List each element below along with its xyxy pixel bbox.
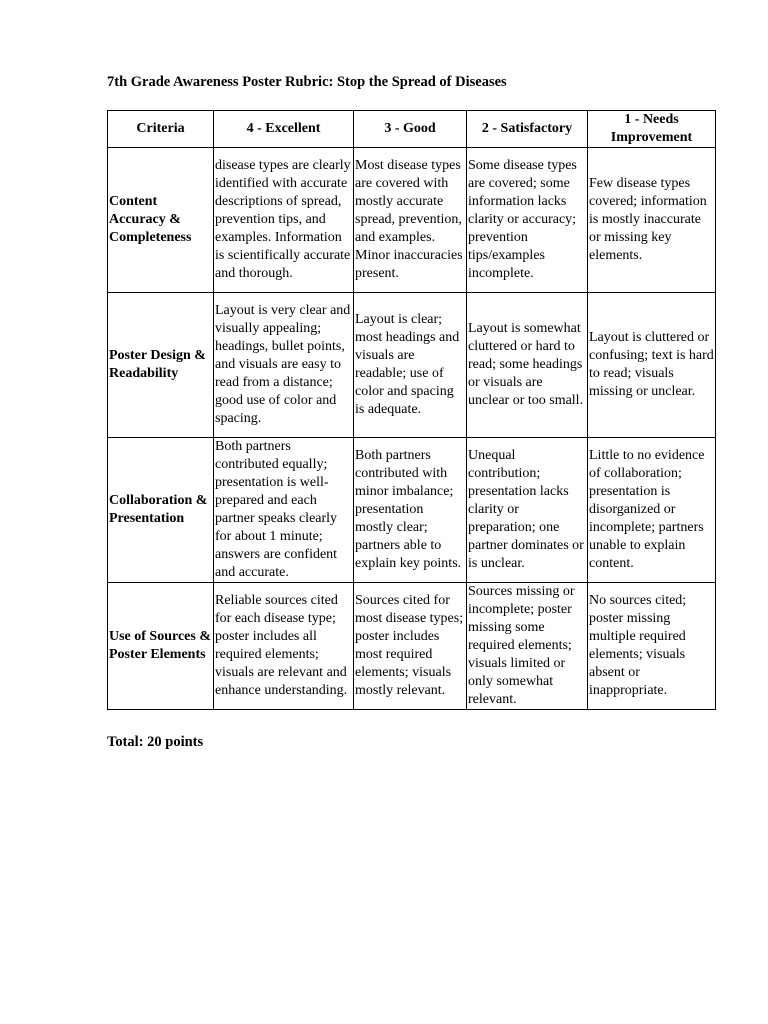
table-cell: Both partners contributed with minor imbalance; presentation mostly clear; partners able to explain key points. <box>354 438 467 583</box>
criteria-cell: Poster Design & Readability <box>108 293 214 438</box>
page-title: 7th Grade Awareness Poster Rubric: Stop the Spread of Diseases <box>107 74 507 90</box>
table-cell: Layout is very clear and visually appealing; headings, bullet points, and visuals are easy to read from a distance; good use of color and spacing. <box>214 293 354 438</box>
table-cell: Little to no evidence of collaboration; presentation is disorganized or incomplete; partners unable to explain content. <box>588 438 716 583</box>
table-cell: Sources cited for most disease types; poster includes most required elements; visuals mostly relevant. <box>354 583 467 710</box>
column-header-excellent: 4 - Excellent <box>214 111 354 148</box>
table-cell: Layout is clear; most headings and visuals are readable; use of color and spacing is adequate. <box>354 293 467 438</box>
table-cell: No sources cited; poster missing multiple required elements; visuals absent or inappropriate. <box>588 583 716 710</box>
table-cell: Few disease types covered; information is mostly inaccurate or missing key elements. <box>588 148 716 293</box>
column-header-satisfactory: 2 - Satisfactory <box>467 111 588 148</box>
criteria-cell: Content Accuracy & Completeness <box>108 148 214 293</box>
column-header-criteria: Criteria <box>108 111 214 148</box>
table-row <box>108 438 716 583</box>
table-cell: Unequal contribution; presentation lacks clarity or preparation; one partner dominates or is unclear. <box>467 438 588 583</box>
table-cell: Sources missing or incomplete; poster missing some required elements; visuals limited or only somewhat relevant. <box>467 583 588 710</box>
table-cell: Reliable sources cited for each disease type; poster includes all required elements; visuals are relevant and enhance understanding. <box>214 583 354 710</box>
rubric-table <box>107 110 716 710</box>
total-points: Total: 20 points <box>107 734 204 750</box>
table-row <box>108 148 716 293</box>
table-row <box>108 583 716 710</box>
table-cell: Layout is somewhat cluttered or hard to read; some headings or visuals are unclear or too small. <box>467 293 588 438</box>
table-header-row <box>108 111 716 148</box>
table-cell: Some disease types are covered; some information lacks clarity or accuracy; prevention tips/examples incomplete. <box>467 148 588 293</box>
table-cell: Most disease types are covered with mostly accurate spread, prevention, and examples. Minor inaccuracies present. <box>354 148 467 293</box>
table-cell: Both partners contributed equally; presentation is well-prepared and each partner speaks clearly for about 1 minute; answers are confident and accurate. <box>214 438 354 583</box>
column-header-needs-improvement: 1 - Needs Improvement <box>588 111 716 148</box>
table-cell: disease types are clearly identified with accurate descriptions of spread, prevention tips, and examples. Information is scientifically accurate and thorough. <box>214 148 354 293</box>
column-header-good: 3 - Good <box>354 111 467 148</box>
criteria-cell: Use of Sources & Poster Elements <box>108 583 214 710</box>
criteria-cell: Collaboration & Presentation <box>108 438 214 583</box>
table-cell: Layout is cluttered or confusing; text is hard to read; visuals missing or unclear. <box>588 293 716 438</box>
table-row <box>108 293 716 438</box>
